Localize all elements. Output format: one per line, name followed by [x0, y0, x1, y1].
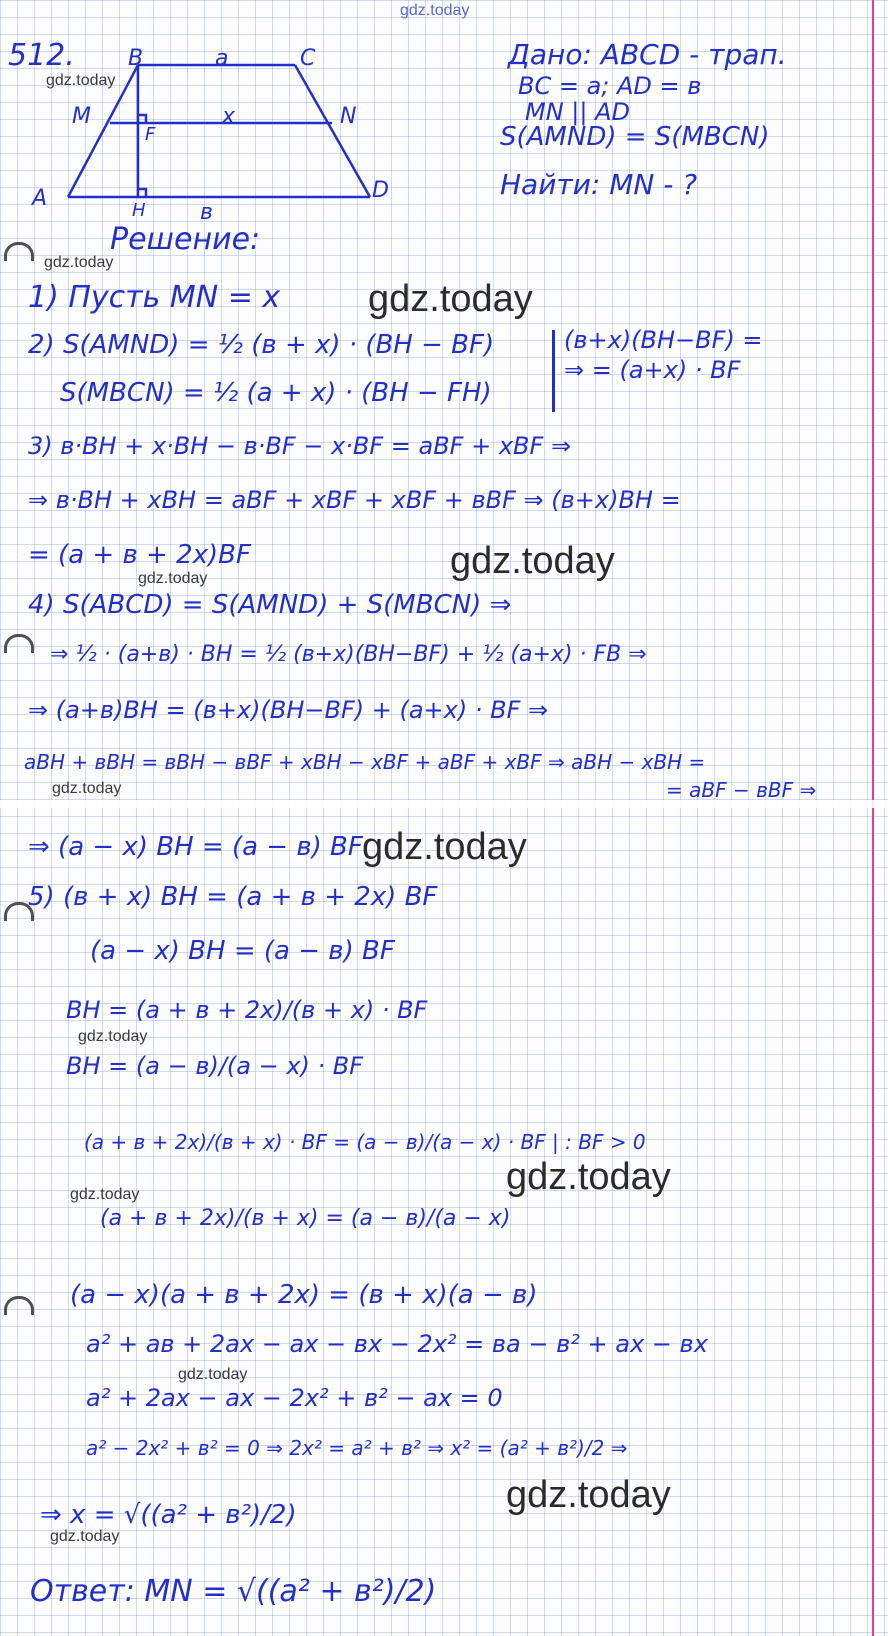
equation-3: (a − x)(a + в + 2x) = (в + x)(a − в)	[70, 1280, 538, 1310]
step-2c: (в+x)(BH−BF) =	[564, 326, 763, 354]
problem-number: 512.	[8, 38, 75, 73]
step-3a: 3) в·BH + x·BH − в·BF − x·BF = aBF + xBF ⇒	[28, 432, 572, 460]
separator-bar	[552, 330, 555, 412]
step-2d: ⇒ = (a+x) · BF	[564, 356, 741, 384]
watermark-small: gdz.today	[138, 570, 208, 587]
equation-5: a² + 2ax − ax − 2x² + в² − ax = 0	[86, 1384, 503, 1412]
label-c: C	[300, 46, 316, 71]
step-4e: = aBF − вBF ⇒	[666, 778, 817, 802]
watermark-small: gdz.today	[46, 72, 116, 89]
answer: Ответ: MN = √((a² + в²)/2)	[30, 1574, 437, 1609]
equation-1: (a + в + 2x)/(в + x) · BF = (a − в)/(a − x) · BF | : BF > 0	[84, 1130, 646, 1154]
given-line-4: S(AMND) = S(MBCN)	[500, 122, 770, 152]
binder-hole	[4, 634, 34, 653]
label-b: B	[128, 46, 144, 71]
watermark: gdz.today	[506, 1474, 671, 1516]
step-2a: 2) S(AMND) = ½ (в + x) · (BH − BF)	[28, 330, 495, 360]
label-d: D	[372, 178, 389, 203]
given-line-3: MN || AD	[525, 98, 630, 126]
watermark: gdz.today	[506, 1156, 671, 1198]
watermark-small: gdz.today	[44, 254, 114, 271]
margin-line	[872, 0, 874, 1636]
step-4f: ⇒ (a − x) BH = (a − в) BF	[28, 832, 363, 862]
equation-4: a² + aв + 2ax − ax − вx − 2x² = вa − в² + ax − вx	[86, 1330, 708, 1358]
label-n: N	[340, 104, 357, 129]
step-4d: aBH + вBH = вBH − вBF + xBH − xBF + aBF + xBF ⇒ aBH − xBH =	[24, 750, 706, 774]
label-m: M	[72, 104, 91, 129]
binder-hole	[4, 242, 34, 261]
step-3c: = (a + в + 2x)BF	[28, 540, 251, 570]
watermark-small: gdz.today	[178, 1366, 248, 1383]
label-h: H	[132, 200, 146, 221]
given-find: Найти: MN - ?	[500, 168, 698, 201]
solution-title: Решение:	[110, 222, 261, 257]
label-a-vertex: A	[32, 186, 48, 211]
label-a: a	[215, 46, 229, 71]
step-3b: ⇒ в·BH + xBH = aBF + xBF + xBF + вBF ⇒ (в+x)BH =	[28, 486, 681, 514]
label-f: F	[145, 124, 156, 145]
step-5a: 5) (в + x) BH = (a + в + 2x) BF	[28, 882, 438, 912]
step-5c: BH = (a + в + 2x)/(в + x) · BF	[66, 996, 428, 1024]
watermark-small: gdz.today	[78, 1028, 148, 1045]
step-5d: BH = (a − в)/(a − x) · BF	[66, 1052, 364, 1080]
segment-cd	[295, 65, 370, 197]
watermark: gdz.today	[368, 278, 533, 320]
step-2b: S(MBCN) = ½ (a + x) · (BH − FH)	[60, 378, 492, 408]
given-line-2: BC = a; AD = в	[518, 72, 702, 100]
equation-6: a² − 2x² + в² = 0 ⇒ 2x² = a² + в² ⇒ x² = (a² + в²)/2 ⇒	[86, 1436, 628, 1460]
step-5b: (a − x) BH = (a − в) BF	[90, 936, 395, 966]
watermark-top: gdz.today	[400, 2, 470, 19]
step-4a: 4) S(ABCD) = S(AMND) + S(MBCN) ⇒	[28, 590, 512, 620]
equation-2: (a + в + 2x)/(в + x) = (a − в)/(a − x)	[100, 1206, 511, 1231]
equation-7: ⇒ x = √((a² + в²)/2)	[40, 1500, 297, 1530]
watermark-small: gdz.today	[70, 1186, 140, 1203]
watermark-small: gdz.today	[52, 780, 122, 797]
step-4c: ⇒ (a+в)BH = (в+x)(BH−BF) + (a+x) · BF ⇒	[28, 696, 549, 724]
watermark: gdz.today	[362, 826, 527, 868]
label-b-base: в	[200, 200, 213, 225]
step-1: 1) Пусть MN = x	[28, 280, 281, 315]
watermark: gdz.today	[450, 540, 615, 582]
binder-hole	[4, 1296, 34, 1315]
step-4b: ⇒ ½ · (a+в) · BH = ½ (в+x)(BH−BF) + ½ (a+x) · FB ⇒	[50, 642, 647, 667]
label-x: x	[222, 104, 236, 129]
given-line-1: Дано: ABCD - трап.	[508, 38, 787, 71]
watermark-small: gdz.today	[50, 1528, 120, 1545]
